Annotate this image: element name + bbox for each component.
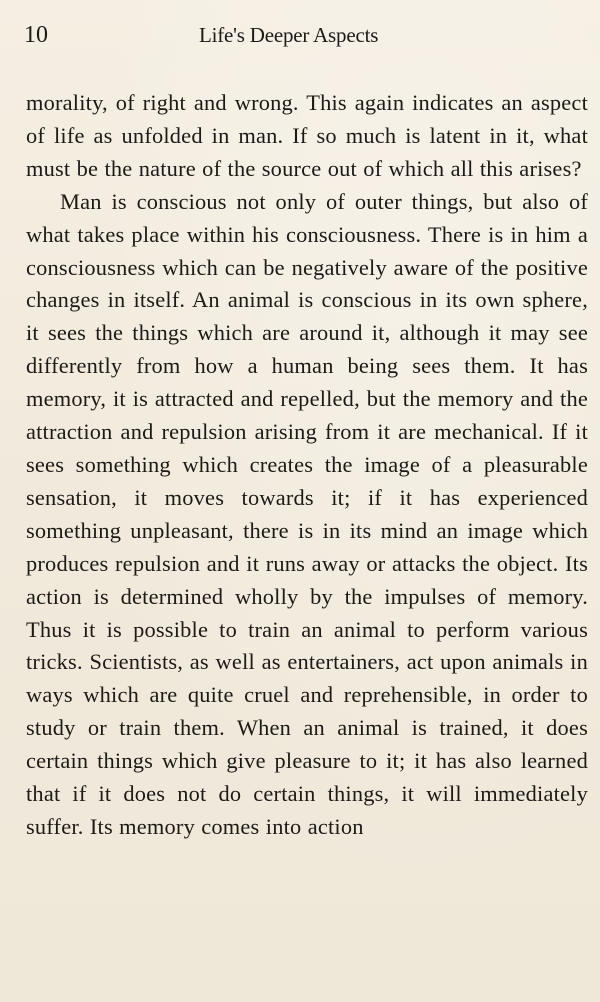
page-header (24, 18, 589, 52)
page-number: 10 (24, 22, 48, 48)
body-text (26, 87, 588, 844)
running-title: Life's Deeper Aspects (199, 23, 379, 47)
paragraph: morality, of right and wrong. This again indicates an aspect of life as unfolded in man. If so much is latent in it, what must be the nature of the source out of which all this arises? (26, 90, 588, 181)
paragraph: Man is conscious not only of outer things, but also of what takes place within his consciousness. There is in him a consciousness which can be negatively aware of the positive changes in itself. An animal is conscious in its own sphere, it sees the things which are around it, although it may see differently from how a human being sees them. It has memory, it is attracted and repelled, but the memory and the attraction and repulsion arising from it are mechanical. If it sees something which creates the image of a pleasurable sensation, it moves towards it; if it has experienced something unpleasant, there is in its mind an image which produces repulsion and it runs away or attacks the object. Its action is determined wholly by the impulses of memory. Thus it is possible to train an animal to perform various tricks. Scientists, as well as entertainers, act upon animals in ways which are quite cruel and reprehensible, in order to study or train them. When an animal is trained, it does certain things which give pleasure to it; it has also learned that if it does not do certain things, it will immediately suffer. Its memory comes into action (26, 188, 588, 839)
